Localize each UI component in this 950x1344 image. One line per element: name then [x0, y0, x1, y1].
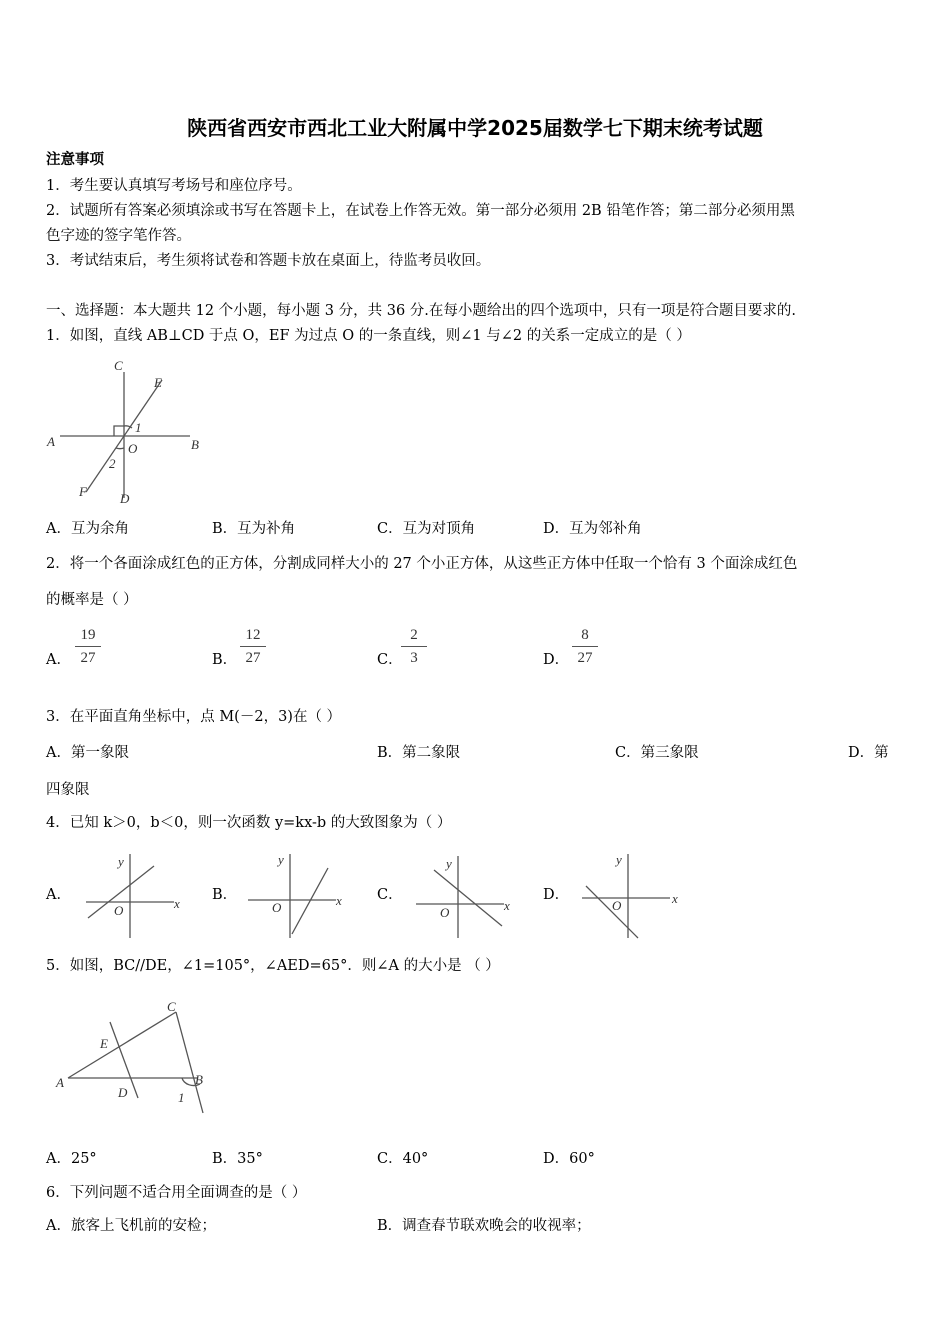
question-3-option-a[interactable]: A．第一象限: [46, 745, 129, 761]
numerator: 19: [80, 627, 96, 643]
question-5-option-c[interactable]: C．40°: [377, 1151, 429, 1167]
axis-label-y: y: [616, 852, 622, 867]
question-2-option-c-fraction[interactable]: [399, 624, 429, 669]
label-e: E: [100, 1036, 108, 1051]
origin-label: O: [440, 905, 450, 920]
label-angle-2: 2: [109, 456, 116, 471]
question-6-stem: 6．下列问题不适合用全面调查的是（ ）: [46, 1185, 307, 1201]
question-1-option-a[interactable]: A．互为余角: [46, 521, 129, 537]
question-5-option-b[interactable]: B．35°: [212, 1151, 263, 1167]
question-6-option-b[interactable]: B．调查春节联欢晚会的收视率；: [377, 1218, 591, 1234]
question-5-option-d[interactable]: D．60°: [543, 1151, 595, 1167]
question-2-option-d-label[interactable]: D．: [543, 652, 570, 668]
question-1-figure: [44, 356, 214, 508]
label-e: E: [154, 375, 162, 390]
question-5-stem: 5．如图，BC//DE，∠1=105°，∠AED=65°．则∠A 的大小是 （ ）: [46, 958, 500, 974]
question-1-option-c[interactable]: C．互为对顶角: [377, 521, 476, 537]
question-3-option-c[interactable]: C．第三象限: [615, 745, 699, 761]
question-5-figure: [50, 998, 220, 1118]
denominator: 3: [410, 650, 418, 666]
question-2-option-a-fraction[interactable]: [73, 624, 103, 669]
numerator: 2: [410, 627, 418, 643]
origin-label: O: [272, 900, 282, 915]
question-4-option-a-label[interactable]: A．: [46, 887, 71, 903]
question-2-stem-a: 2．将一个各面涂成红色的正方体，分割成同样大小的 27 个小正方体，从这些正方体中任取一个恰有 3 个面涂成红色: [46, 556, 798, 572]
notice-item-3: 3．考试结束后，考生须将试卷和答题卡放在桌面上，待监考员收回。: [46, 253, 491, 269]
notice-item-1: 1．考生要认真填写考场号和座位序号。: [46, 178, 302, 194]
question-2-option-b-label[interactable]: B．: [212, 652, 238, 668]
question-2-stem-b: 的概率是（ ）: [46, 592, 138, 608]
axis-label-y: y: [278, 852, 284, 867]
right-angle-mark: [114, 426, 124, 436]
label-angle-1: 1: [135, 420, 142, 435]
question-2-option-b-fraction[interactable]: [238, 624, 268, 669]
question-2-option-a-label[interactable]: A．: [46, 652, 71, 668]
denominator: 27: [577, 650, 593, 666]
question-4-option-c-label[interactable]: C．: [377, 887, 403, 903]
axis-label-y: y: [446, 856, 452, 871]
axis-label-x: x: [174, 896, 180, 911]
denominator: 27: [245, 650, 261, 666]
question-4-option-b-graph[interactable]: [244, 848, 354, 940]
question-6-option-a[interactable]: A．旅客上飞机前的安检；: [46, 1218, 216, 1234]
axis-label-x: x: [504, 898, 510, 913]
label-b: B: [191, 437, 199, 452]
label-f: F: [79, 484, 87, 499]
denominator: 27: [80, 650, 96, 666]
axis-label-y: y: [118, 854, 124, 869]
question-3-stem: 3．在平面直角坐标中，点 M(－2，3)在（ ）: [46, 709, 342, 725]
label-a: A: [47, 434, 55, 449]
label-a: A: [56, 1075, 64, 1090]
numerator: 8: [581, 627, 589, 643]
question-4-option-c-graph[interactable]: [410, 848, 520, 940]
question-3-option-b[interactable]: B．第二象限: [377, 745, 461, 761]
question-1-option-b[interactable]: B．互为补角: [212, 521, 296, 537]
label-d: D: [120, 491, 130, 506]
question-3-option-d[interactable]: D．第: [848, 745, 889, 761]
label-d: D: [118, 1085, 128, 1100]
question-4-option-d-label[interactable]: D．: [543, 887, 570, 903]
segment-ac: [68, 1012, 176, 1078]
question-4-stem: 4．已知 k＞0，b＜0，则一次函数 y=kx-b 的大致图象为（ ）: [46, 815, 452, 831]
label-b: B: [195, 1072, 203, 1087]
question-4-option-b-label[interactable]: B．: [212, 887, 238, 903]
notice-item-2a: 2．试题所有答案必须填涂或书写在答题卡上，在试卷上作答无效。第一部分必须用 2B 铅笔作答；第二部分必须用黑: [46, 203, 795, 219]
question-3-option-d-wrap: 四象限: [46, 782, 90, 798]
question-1-option-d[interactable]: D．互为邻补角: [543, 521, 642, 537]
page-title: 陕西省西安市西北工业大附属中学2025届数学七下期末统考试题: [187, 116, 763, 140]
origin-label: O: [114, 903, 124, 918]
angle-2-arc: [116, 448, 124, 449]
function-line: [292, 868, 328, 934]
label-angle-1: 1: [178, 1090, 185, 1105]
numerator: 12: [245, 627, 261, 643]
question-4-option-d-graph[interactable]: [576, 848, 686, 940]
question-2-option-d-fraction[interactable]: [570, 624, 600, 669]
label-o: O: [128, 441, 138, 456]
question-5-option-a[interactable]: A．25°: [46, 1151, 97, 1167]
origin-label: O: [612, 898, 622, 913]
question-2-option-c-label[interactable]: C．: [377, 652, 403, 668]
axis-label-x: x: [336, 893, 342, 908]
section-heading: 一、选择题：本大题共 12 个小题，每小题 3 分，共 36 分.在每小题给出的四个选项中，只有一项是符合题目要求的.: [46, 303, 796, 319]
label-c: C: [114, 358, 123, 373]
axis-label-x: x: [672, 891, 678, 906]
notice-heading: 注意事项: [46, 151, 104, 168]
question-4-option-a-graph[interactable]: [78, 848, 188, 940]
question-1-stem: 1．如图，直线 AB⊥CD 于点 O，EF 为过点 O 的一条直线，则∠1 与∠2 的关系一定成立的是（ ）: [46, 328, 691, 344]
label-c: C: [167, 999, 176, 1014]
notice-item-2b: 色字迹的签字笔作答。: [46, 228, 191, 244]
